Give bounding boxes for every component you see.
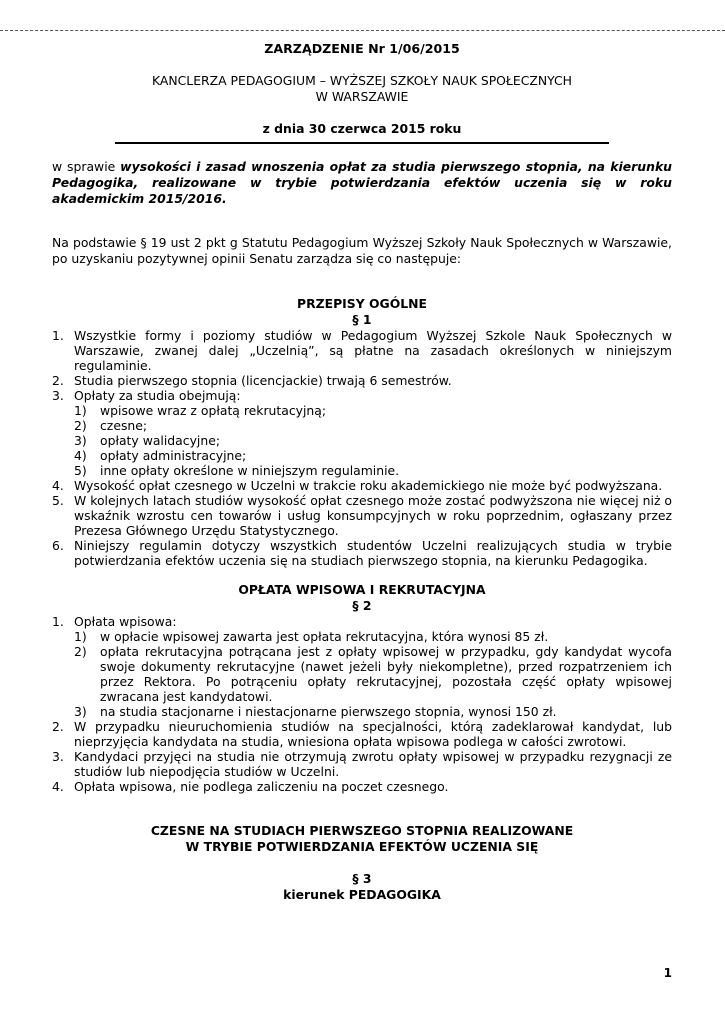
list-item [52, 388, 672, 478]
section-1-list [52, 328, 672, 568]
fees-sublist [74, 403, 672, 478]
list-item-number: 2. [52, 719, 64, 734]
list-item [52, 493, 672, 538]
title-underline [115, 142, 609, 144]
list-item [52, 719, 672, 749]
sublist-item-text: opłaty walidacyjne; [100, 433, 220, 448]
section-2-list [52, 614, 672, 794]
list-item-text: Wszystkie formy i poziomy studiów w Pedagogium Wyższej Szkole Nauk Społecznych w Warszawie, zwanej dalej „Uczelnią”, są płatne na zasadach określonych w niniejszym regulaminie. [74, 328, 672, 373]
sublist-item [74, 448, 672, 463]
list-item [52, 328, 672, 373]
sublist-item [74, 644, 672, 704]
section-1-heading [52, 296, 672, 328]
list-item-number: 3. [52, 749, 64, 764]
section-3-title-line-2: W TRYBIE POTWIERDZANIA EFEKTÓW UCZENIA SIĘ [185, 839, 539, 854]
list-item-number: 4. [52, 779, 64, 794]
entry-fee-sublist [74, 629, 672, 719]
sublist-item-text: wpisowe wraz z opłatą rekrutacyjną; [100, 403, 327, 418]
issuer-line-2: W WARSZAWIE [315, 89, 409, 104]
sublist-item-number: 4) [74, 448, 87, 463]
list-item [52, 538, 672, 568]
issuer [52, 73, 672, 105]
list-item-text: Opłata wpisowa: [74, 614, 177, 629]
list-item-number: 4. [52, 478, 64, 493]
sublist-item-text: opłata rekrutacyjna potrącana jest z opłaty wpisowej w przypadku, gdy kandydat wycofa swoje dokumenty rekrutacyjne (nawet jeżeli były niekompletne), przed rozpatrzeniem ich przez Rektora. Po potrąceniu opłaty rekrutacyjnej, pozostała część opłaty wpisowej zwracana jest kandydatowi. [100, 644, 672, 704]
list-item-text: Niniejszy regulamin dotyczy wszystkich studentów Uczelni realizujących studia w trybie potwierdzania efektów uczenia się na studiach pierwszego stopnia, na kierunku Pedagogika. [74, 538, 672, 568]
list-item-number: 5. [52, 493, 64, 508]
sublist-item-text: czesne; [100, 418, 148, 433]
list-item [52, 614, 672, 719]
list-item-text: Kandydaci przyjęci na studia nie otrzymują zwrotu opłaty wpisowej w przypadku rezygnacji ze studiów lub niepodjęcia studiów w Uczelni. [74, 749, 672, 779]
sublist-item [74, 433, 672, 448]
sublist-item [74, 418, 672, 433]
subject-prefix: w sprawie [52, 159, 121, 174]
sublist-item-text: inne opłaty określone w niniejszym regulaminie. [100, 463, 400, 478]
list-item-text: W kolejnych latach studiów wysokość opłat czesnego może zostać podwyższona nie więcej niż o wskaźnik wzrostu cen towarów i usług konsumpcyjnych w roku poprzednim, ogłaszany przez Prezesa Głównego Urzędu Statystycznego. [74, 493, 672, 538]
section-2-heading [52, 582, 672, 614]
legal-basis: Na podstawie § 19 ust 2 pkt g Statutu Pedagogium Wyższej Szkoły Nauk Społecznych w Warszawie, po uzyskaniu pozytywnej opinii Senatu zarządza się co następuje: [52, 235, 672, 266]
section-3-heading [52, 823, 672, 855]
list-item-text: Opłata wpisowa, nie podlega zaliczeniu na poczet czesnego. [74, 779, 449, 794]
subject-emphasis: wysokości i zasad wnoszenia opłat za studia pierwszego stopnia, na kierunku Pedagogika, realizowane w trybie potwierdzania efektów uczenia się w roku akademickim 2015/2016. [52, 159, 673, 206]
sublist-item-number: 5) [74, 463, 87, 478]
section-3-paragraph-sign: § 3 [352, 871, 372, 886]
list-item [52, 779, 672, 794]
issuer-line-1: KANCLERZA PEDAGOGIUM – WYŻSZEJ SZKOŁY NAUK SPOŁECZNYCH [151, 73, 572, 88]
document-title: ZARZĄDZENIE Nr 1/06/2015 [264, 41, 460, 56]
sublist-item [74, 463, 672, 478]
section-1-title: PRZEPISY OGÓLNE [297, 296, 427, 311]
list-item-number: 3. [52, 388, 64, 403]
sublist-item-number: 3) [74, 704, 87, 719]
list-item-text: Opłaty za studia obejmują: [74, 388, 241, 403]
sublist-item [74, 629, 672, 644]
page-number: 1 [663, 966, 672, 980]
sublist-item-number: 3) [74, 433, 87, 448]
section-2-paragraph-sign: § 2 [352, 598, 372, 613]
list-item-number: 1. [52, 328, 64, 343]
list-item [52, 373, 672, 388]
list-item-text: Wysokość opłat czesnego w Uczelni w trakcie roku akademickiego nie może być podwyższana. [74, 478, 663, 493]
section-3-field: kierunek PEDAGOGIKA [283, 887, 441, 902]
section-1-paragraph-sign: § 1 [352, 312, 372, 327]
sublist-item-number: 1) [74, 629, 87, 644]
list-item-number: 1. [52, 614, 64, 629]
document-date: z dnia 30 czerwca 2015 roku [262, 121, 462, 136]
sublist-item-number: 2) [74, 644, 87, 659]
sublist-item [74, 704, 672, 719]
section-3-subheading [52, 871, 672, 903]
list-item [52, 478, 672, 493]
list-item [52, 749, 672, 779]
sublist-item-text: na studia stacjonarne i niestacjonarne pierwszego stopnia, wynosi 150 zł. [100, 704, 557, 719]
list-item-text: Studia pierwszego stopnia (licencjackie) trwają 6 semestrów. [74, 373, 452, 388]
sublist-item-number: 1) [74, 403, 87, 418]
sublist-item-number: 2) [74, 418, 87, 433]
sublist-item-text: w opłacie wpisowej zawarta jest opłata rekrutacyjna, która wynosi 85 zł. [100, 629, 549, 644]
page-top-border [0, 30, 725, 31]
subject-paragraph [52, 159, 672, 207]
sublist-item [74, 403, 672, 418]
section-2-title: OPŁATA WPISOWA I REKRUTACYJNA [238, 582, 486, 597]
list-item-number: 6. [52, 538, 64, 553]
section-3-title-line-1: CZESNE NA STUDIACH PIERWSZEGO STOPNIA REALIZOWANE [150, 823, 574, 838]
list-item-text: W przypadku nieuruchomienia studiów na specjalności, którą zadeklarował kandydat, lub nieprzyjęcia kandydata na studia, wniesiona opłata wpisowa podlega w całości zwrotowi. [74, 719, 672, 749]
list-item-number: 2. [52, 373, 64, 388]
document-page [52, 38, 672, 903]
sublist-item-text: opłaty administracyjne; [100, 448, 247, 463]
